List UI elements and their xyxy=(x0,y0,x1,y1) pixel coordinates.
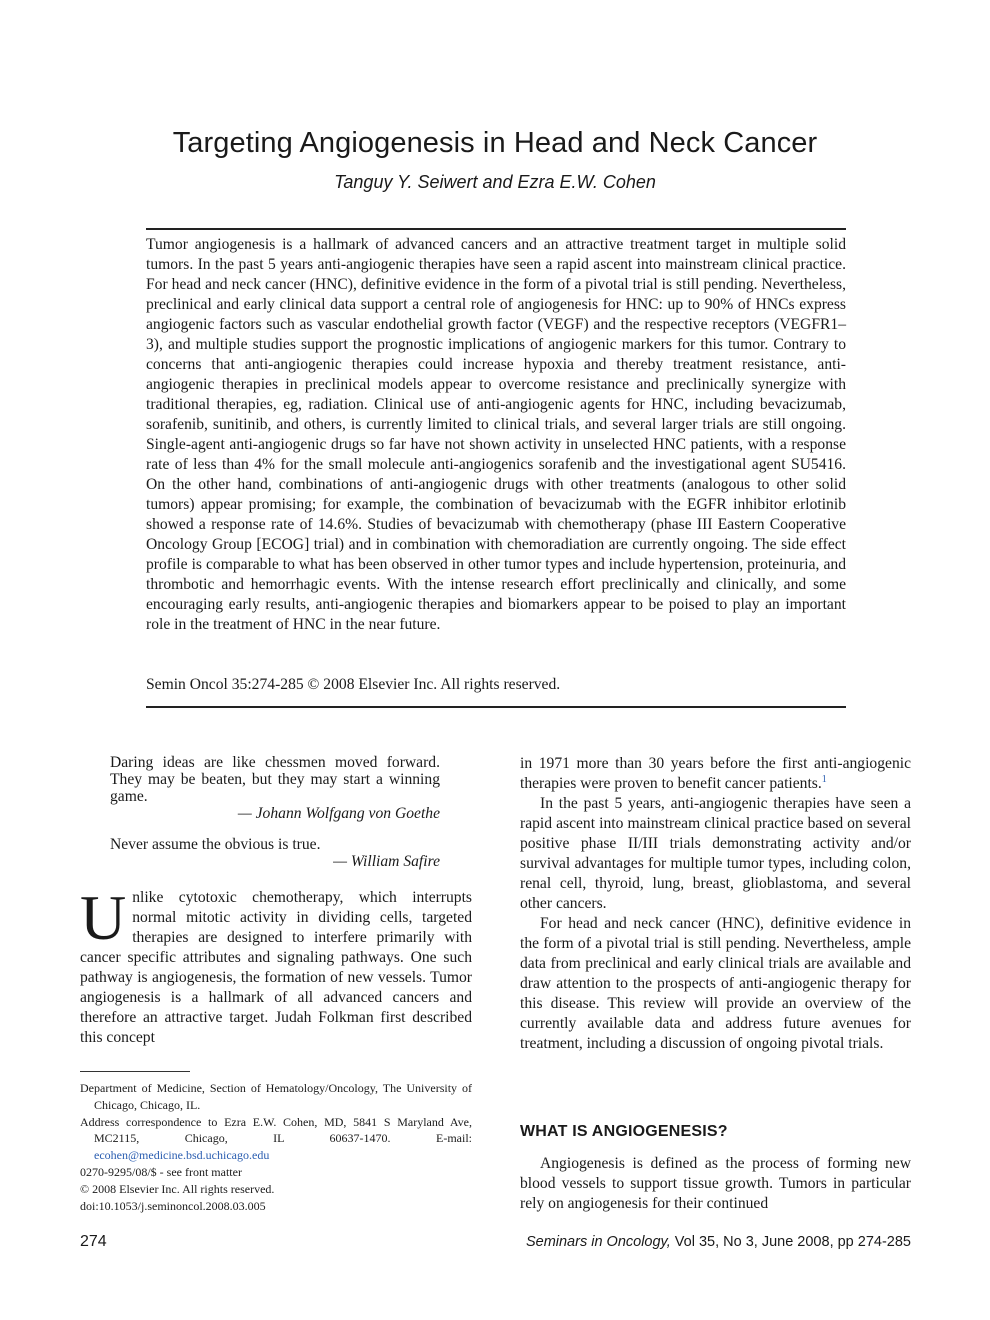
epigraph-quote: Never assume the obvious is true. xyxy=(110,836,321,853)
epigraph-attribution: — Johann Wolfgang von Goethe xyxy=(237,805,440,822)
body-paragraph: In the past 5 years, anti-angiogenic therapies have seen a rapid ascent into mainstream clinical practice based on several positive phase II/III trials demonstrating activity and/or survival advantages for multiple tumor types, including colon, renal cell, thyroid, lung, breast, glioblastoma, and several other cancers. xyxy=(520,795,911,912)
intro-paragraph-text: nlike cytotoxic chemotherapy, which interrupts normal mitotic activity in dividing cells, targeted therapies are designed to interfere primarily with cancer specific attributes and signaling pathways. One such pathway is angiogenesis, the formation of new vessels. Tumor angiogenesis is a hallmark of all advanced cancers and therefore an attractive target. Judah Folkman first described this concept xyxy=(80,889,472,1046)
epigraph-attribution: — William Safire xyxy=(333,853,440,870)
article-authors: Tanguy Y. Seiwert and Ezra E.W. Cohen xyxy=(334,172,656,192)
abstract-bottom-rule xyxy=(146,706,846,708)
article-title: Targeting Angiogenesis in Head and Neck Cancer xyxy=(172,127,818,160)
intro-paragraph xyxy=(80,882,472,1048)
footnote-doi: doi:10.1053/j.seminoncol.2008.03.005 xyxy=(80,1198,266,1213)
abstract-citation: Semin Oncol 35:274-285 © 2008 Elsevier Inc. All rights reserved. xyxy=(146,676,561,693)
footnote-issn: 0270-9295/08/$ - see front matter xyxy=(80,1164,242,1179)
footnote-correspondence xyxy=(80,1114,472,1164)
body-paragraph xyxy=(520,754,911,794)
journal-citation xyxy=(526,1234,911,1250)
epigraph-goethe xyxy=(110,754,440,822)
page-number: 274 xyxy=(80,1233,107,1250)
footnote-copyright: © 2008 Elsevier Inc. All rights reserved. xyxy=(80,1181,275,1196)
body-paragraph: For head and neck cancer (HNC), definitive evidence in the form of a pivotal trial is still pending. Nevertheless, ample data from preclinical and early clinical trials are available and draw attention to the prospects of anti-angiogenic therapy for this disease. This review will provide an overview of the currently available data and address future avenues for treatment, including a discussion of ongoing pivotal trials. xyxy=(520,915,911,1052)
drop-cap: U xyxy=(80,882,127,953)
section-paragraph: Angiogenesis is defined as the process of forming new blood vessels to support tissue growth. Tumors in particular rely on angiogenesis for their continued xyxy=(520,1155,911,1212)
epigraph-quote: Daring ideas are like chessmen moved forward. They may be beaten, but they may start a winning game. xyxy=(110,754,440,805)
author-footnote xyxy=(80,1080,472,1214)
footnote-correspondence-text: Address correspondence to Ezra E.W. Cohen, MD, 5841 S Maryland Ave, MC2115, Chicago, IL 60637-1470. E-mail: xyxy=(80,1114,472,1146)
journal-details: Vol 35, No 3, June 2008, pp 274-285 xyxy=(670,1234,911,1250)
abstract-top-rule xyxy=(146,228,846,230)
reference-link[interactable]: 1 xyxy=(821,773,827,785)
right-column xyxy=(520,754,911,1054)
epigraph-safire xyxy=(110,836,440,870)
abstract-text: Tumor angiogenesis is a hallmark of advanced cancers and an attractive treatment target in multiple solid tumors. In the past 5 years anti-angiogenic therapies have seen a rapid ascent into mainstream clinical practice. For head and neck cancer (HNC), definitive evidence in the form of a pivotal trial is still pending. Nevertheless, preclinical and early clinical data support a central role of angiogenesis for HNC: up to 90% of HNCs express angiogenic factors such as vascular endothelial growth factor (VEGF) and the respective receptors (VEGFR1–3), and multiple studies support the prognostic implications of angiogenic markers for this tumor. Contrary to concerns that anti-angiogenic therapies could increase hypoxia and thereby treatment resistance, anti-angiogenic therapies in preclinical models appear to overcome resistance and preclinically synergize with traditional therapies, eg, radiation. Clinical use of anti-angiogenic agents for HNC, including bevacizumab, sorafenib, sunitinib, and others, is currently limited to clinical trials, and several larger trials are still ongoing. Single-agent anti-angiogenic drugs so far have not shown activity in unselected HNC patients, with a response rate of less than 4% for the small molecule anti-angiogenics sorafenib and the investigational agent SU5416. On the other hand, combinations of anti-angiogenic drugs with other treatments (analogous to other solid tumors) appear promising; for example, the combination of bevacizumab with the EGFR inhibitor erlotinib showed a response rate of 14.6%. Studies of bevacizumab with chemotherapy (phase III Eastern Cooperative Oncology Group [ECOG] trial) and in combination with chemoradiation are currently ongoing. The side effect profile is comparable to what has been observed in other tumor types and include hypertension, proteinuria, and thrombotic and hemorrhagic events. With the intense research effort preclinically and clinically, and some encouraging early results, anti-angiogenic therapies and biomarkers appear to be poised to play an important role in the treatment of HNC in the near future. xyxy=(146,236,846,633)
section-heading: WHAT IS ANGIOGENESIS? xyxy=(520,1123,728,1140)
email-link[interactable]: ecohen@medicine.bsd.uchicago.edu xyxy=(94,1148,270,1163)
footnote-department: Department of Medicine, Section of Hematology/Oncology, The University of Chicago, Chicago, IL. xyxy=(80,1081,472,1112)
body-paragraph-text: in 1971 more than 30 years before the first anti-angiogenic therapies were proven to benefit cancer patients. xyxy=(520,755,911,792)
footnote-rule xyxy=(80,1071,190,1072)
journal-name: Seminars in Oncology, xyxy=(525,1234,671,1250)
